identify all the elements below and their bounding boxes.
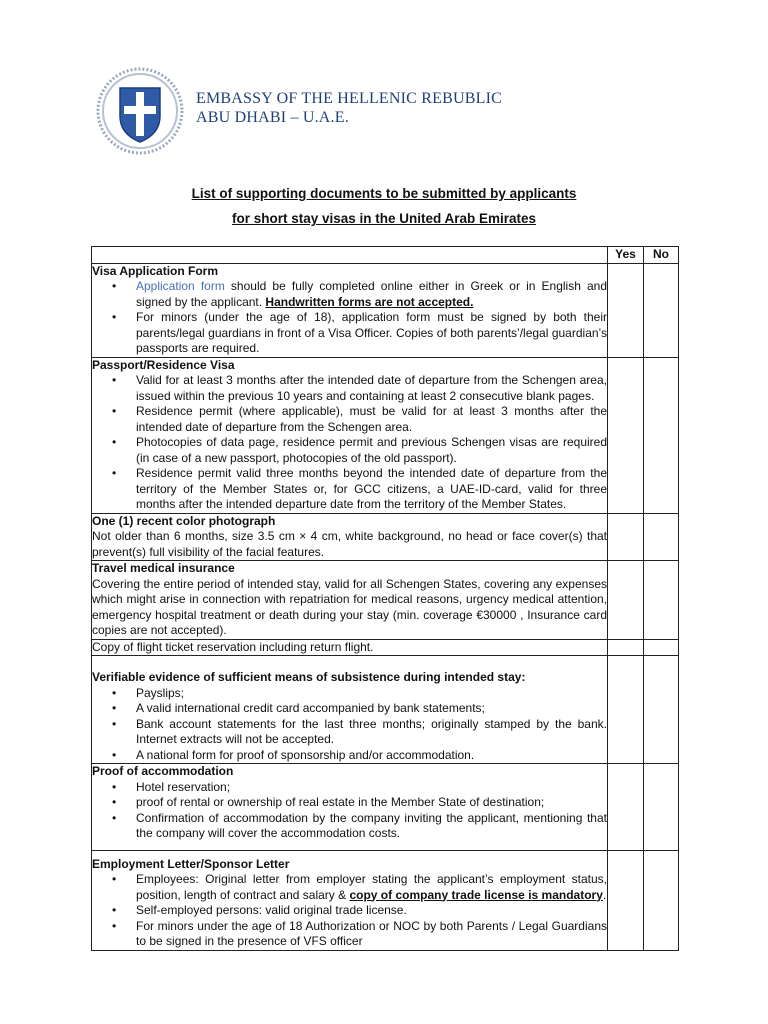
column-no: No xyxy=(644,247,679,264)
greek-coat-of-arms-logo xyxy=(95,66,185,156)
no-checkbox-cell[interactable] xyxy=(644,764,679,851)
no-checkbox-cell[interactable] xyxy=(644,850,679,950)
title-line-1: List of supporting documents to be submitted by applicants xyxy=(191,186,577,201)
yes-checkbox-cell[interactable] xyxy=(608,639,644,656)
section-title: Proof of accommodation xyxy=(92,764,234,778)
section-text: Copy of flight ticket reservation including return flight. xyxy=(92,639,374,654)
list-item: • Employees: Original letter from employer stating the applicant’s employment status, position, length of contract and salary & copy of company trade license is mandatory. xyxy=(136,872,607,903)
yes-checkbox-cell[interactable] xyxy=(608,513,644,561)
list-item: • proof of rental or ownership of real estate in the Member State of destination; xyxy=(136,795,607,811)
list-item: • Photocopies of data page, residence permit and previous Schengen visas are required (in case of a new passport, photocopies of the old passport). xyxy=(136,435,607,466)
section-text: Not older than 6 months, size 3.5 cm × 4 cm, white background, no head or face cover(s) that prevent(s) full visibility of the facial features. xyxy=(92,529,607,559)
list-item: • A national form for proof of sponsorship and/or accommodation. xyxy=(136,748,607,764)
list-item: • Confirmation of accommodation by the company inviting the applicant, mentioning that the company will cover the accommodation costs. xyxy=(136,811,607,842)
table-row-flight xyxy=(92,639,679,656)
list-item: • Application form should be fully completed online either in Greek or in English and signed by the applicant. Handwritten forms are not accepted. xyxy=(136,279,607,310)
list-item: • A valid international credit card accompanied by bank statements; xyxy=(136,701,607,717)
section-title: Visa Application Form xyxy=(92,263,219,278)
yes-checkbox-cell[interactable] xyxy=(608,850,644,950)
title-line-2: for short stay visas in the United Arab Emirates xyxy=(231,211,537,226)
table-row-insurance xyxy=(92,561,679,640)
section-title: Employment Letter/Sponsor Letter xyxy=(92,856,290,871)
no-checkbox-cell[interactable] xyxy=(644,639,679,656)
list-item: • Valid for at least 3 months after the intended date of departure from the Schengen area, issued within the previous 10 years and containing at least 2 consecutive blank pages. xyxy=(136,373,607,404)
list-item: • Residence permit (where applicable), must be valid for at least 3 months after the intended date of departure from the Schengen area. xyxy=(136,404,607,435)
yes-checkbox-cell[interactable] xyxy=(608,357,644,513)
yes-checkbox-cell[interactable] xyxy=(608,656,644,764)
yes-checkbox-cell[interactable] xyxy=(608,764,644,851)
list-item: • Residence permit valid three months beyond the intended date of departure from the territory of the Member States or, for GCC citizens, a UAE-ID-card, valid for three months after the intended departure date from the territory of the Member States. xyxy=(136,466,607,513)
column-yes: Yes xyxy=(608,247,644,264)
list-item: • Bank account statements for the last three months; originally stamped by the bank. Internet extracts will not be accepted. xyxy=(136,717,607,748)
yes-checkbox-cell[interactable] xyxy=(608,263,644,357)
table-header-row xyxy=(92,247,679,264)
no-checkbox-cell[interactable] xyxy=(644,357,679,513)
list-item: • Hotel reservation; xyxy=(136,780,607,796)
table-row-accommodation xyxy=(92,764,679,851)
no-checkbox-cell[interactable] xyxy=(644,263,679,357)
documents-checklist-table xyxy=(91,246,679,951)
section-title: Passport/Residence Visa xyxy=(92,357,235,372)
section-title: One (1) recent color photograph xyxy=(92,513,276,528)
table-row-passport xyxy=(92,357,679,513)
list-item: • For minors (under the age of 18), application form must be signed by both their parents/legal guardians in front of a Visa Officer. Copies of both parents’/legal guardian’s passports are required. xyxy=(136,310,607,357)
table-row-employment xyxy=(92,850,679,950)
embassy-location: ABU DHABI – U.A.E. xyxy=(196,109,349,126)
table-row-means xyxy=(92,656,679,764)
embassy-header xyxy=(196,89,502,127)
application-form-link[interactable]: Application form xyxy=(136,279,225,293)
table-row-visa-form xyxy=(92,263,679,357)
list-item: • Self-employed persons: valid original trade license. xyxy=(136,903,607,919)
no-checkbox-cell[interactable] xyxy=(644,561,679,640)
list-item: • Payslips; xyxy=(136,686,607,702)
embassy-name: EMBASSY OF THE HELLENIC REBUBLIC xyxy=(196,90,502,107)
section-title: Travel medical insurance xyxy=(92,561,235,575)
no-checkbox-cell[interactable] xyxy=(644,656,679,764)
table-row-photo xyxy=(92,513,679,561)
list-item: • For minors under the age of 18 Authorization or NOC by both Parents / Legal Guardians to be signed in the presence of VFS officer xyxy=(136,919,607,950)
no-checkbox-cell[interactable] xyxy=(644,513,679,561)
yes-checkbox-cell[interactable] xyxy=(608,561,644,640)
document-title xyxy=(0,181,768,231)
section-title: Verifiable evidence of sufficient means of subsistence during intended stay: xyxy=(92,670,526,684)
section-text: Covering the entire period of intended stay, valid for all Schengen States, covering any expenses which might arise in connection with repatriation for medical reasons, urgency medical attention, emergency hospital treatment or death during your stay (min. coverage €30000 , Insurance card copies are not accepted). xyxy=(92,576,607,637)
